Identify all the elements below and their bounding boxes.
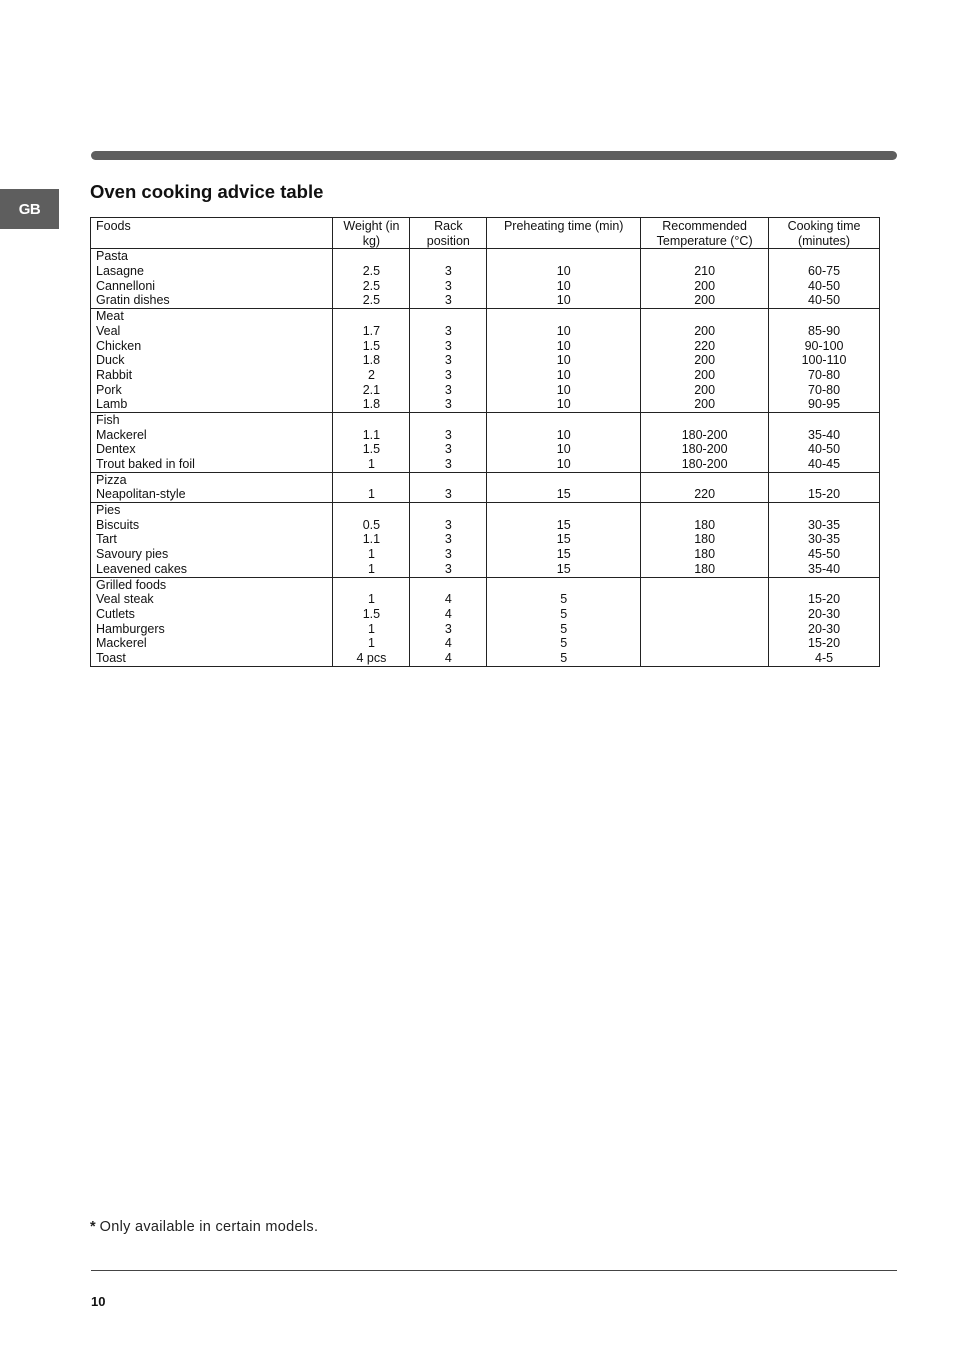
weight-value: 4 pcs [356, 650, 387, 665]
rack-value: 3 [444, 353, 452, 368]
food-name: Lamb [96, 397, 128, 412]
table-body [91, 249, 880, 666]
rack-value: 4 [444, 606, 452, 621]
cooking-value: 35-40 [808, 561, 841, 576]
temp-value: 220 [694, 338, 716, 353]
footer-rule [91, 1270, 897, 1271]
cooking-advice-table [90, 217, 880, 667]
food-name: Lasagne [96, 264, 144, 279]
preheat-value: 15 [556, 532, 571, 547]
weight-value: 1.8 [362, 353, 381, 368]
temp-value [645, 622, 764, 637]
food-name: Gratin dishes [96, 293, 170, 308]
rack-cell [410, 503, 487, 577]
temp-value: 200 [694, 353, 716, 368]
cooking-value: 60-75 [808, 264, 841, 279]
rack-cell [410, 472, 487, 502]
preheat-cell [487, 577, 641, 666]
preheat-value: 10 [556, 427, 571, 442]
weight-value: 2.5 [362, 293, 381, 308]
weight-value: 1 [367, 636, 375, 651]
food-name: Pork [96, 382, 122, 397]
weight-value: 0.5 [362, 517, 381, 532]
cooking-cell [769, 472, 880, 502]
header-weight [333, 218, 410, 249]
preheat-value: 5 [560, 606, 568, 621]
temp-cell [641, 472, 769, 502]
food-name: Veal steak [96, 592, 154, 607]
weight-value: 1 [367, 561, 375, 576]
weight-cell [333, 503, 410, 577]
weight-cell [333, 412, 410, 472]
rack-value: 3 [444, 621, 452, 636]
rack-cell [410, 249, 487, 309]
rack-value: 4 [444, 592, 452, 607]
rack-value: 3 [444, 457, 452, 471]
cooking-value: 20-30 [808, 621, 841, 636]
cooking-value: 30-35 [808, 517, 841, 532]
header-line: Temperature (°C) [656, 233, 753, 248]
header-preheat [487, 218, 641, 249]
rack-value: 4 [444, 650, 452, 665]
food-name: Dentex [96, 442, 136, 457]
temp-cell [641, 503, 769, 577]
preheat-cell [487, 503, 641, 577]
preheat-value: 10 [556, 338, 571, 353]
rack-value: 3 [444, 323, 452, 338]
weight-value: 1.5 [362, 338, 381, 353]
preheat-value: 10 [556, 323, 571, 338]
rack-cell [410, 577, 487, 666]
temp-value [645, 592, 764, 607]
header-rack [410, 218, 487, 249]
preheat-value: 10 [556, 293, 571, 308]
rack-value: 3 [444, 264, 452, 279]
foods-cell [91, 412, 333, 472]
weight-value: 1 [367, 487, 375, 502]
food-name: Rabbit [96, 367, 133, 382]
food-name: Savoury pies [96, 547, 169, 562]
weight-cell [333, 249, 410, 309]
weight-value: 2.5 [362, 264, 381, 279]
header-line: (minutes) [797, 233, 851, 248]
preheat-value: 15 [556, 561, 571, 576]
foods-cell [91, 472, 333, 502]
food-group-name: Fish [96, 412, 120, 427]
temp-cell [641, 309, 769, 413]
temp-value: 180-200 [681, 457, 728, 471]
footnote-marker: * [90, 1219, 96, 1235]
header-rule [91, 151, 897, 160]
header-line: Preheating time (min) [503, 219, 624, 233]
cooking-value: 15-20 [808, 487, 841, 502]
cooking-value: 35-40 [808, 427, 841, 442]
temp-value: 180 [694, 517, 716, 532]
preheat-value: 5 [560, 621, 568, 636]
preheat-cell [487, 309, 641, 413]
weight-value: 2.1 [362, 382, 381, 397]
rack-value: 3 [444, 397, 452, 412]
weight-value: 1.5 [362, 606, 381, 621]
food-name: Toast [96, 650, 126, 665]
table-row [91, 249, 880, 309]
weight-cell [333, 577, 410, 666]
header-line: Weight (in [343, 219, 400, 233]
rack-value: 3 [444, 278, 452, 293]
cooking-value: 15-20 [808, 636, 841, 651]
table-row [91, 577, 880, 666]
temp-value: 200 [694, 293, 716, 308]
table-row [91, 309, 880, 413]
food-group-name: Meat [96, 309, 124, 324]
preheat-value: 15 [556, 517, 571, 532]
foods-cell [91, 249, 333, 309]
temp-value: 180-200 [681, 427, 728, 442]
food-group-name: Pizza [96, 472, 127, 487]
temp-value [645, 636, 764, 651]
rack-value: 3 [444, 487, 452, 502]
cooking-value: 15-20 [808, 592, 841, 607]
rack-value: 3 [444, 382, 452, 397]
temp-cell [641, 412, 769, 472]
temp-cell [641, 577, 769, 666]
weight-value: 1.8 [362, 397, 381, 412]
food-group-name: Pasta [96, 249, 128, 264]
preheat-value: 10 [556, 382, 571, 397]
rack-value: 3 [444, 547, 452, 562]
preheat-value: 10 [556, 442, 571, 457]
preheat-value: 10 [556, 278, 571, 293]
table-row [91, 412, 880, 472]
preheat-value: 15 [556, 547, 571, 562]
temp-value: 180 [694, 561, 716, 576]
header-line: Rack [434, 219, 463, 233]
weight-value: 1 [367, 592, 375, 607]
food-name: Leavened cakes [96, 561, 188, 576]
temp-value: 200 [694, 323, 716, 338]
weight-value: 1.1 [362, 427, 381, 442]
preheat-value: 15 [556, 487, 571, 502]
preheat-value: 5 [560, 636, 568, 651]
preheat-value: 10 [556, 353, 571, 368]
preheat-cell [487, 472, 641, 502]
page-title: Oven cooking advice table [90, 181, 324, 202]
food-name: Neapolitan-style [96, 487, 186, 502]
cooking-cell [769, 503, 880, 577]
preheat-cell [487, 412, 641, 472]
foods-cell [91, 577, 333, 666]
table-header-row [91, 218, 880, 249]
footnote-text: Only available in certain models. [99, 1219, 319, 1235]
cooking-value: 90-95 [808, 397, 841, 412]
food-name: Cutlets [96, 606, 135, 621]
footnote [90, 1219, 318, 1235]
temp-value: 200 [694, 382, 716, 397]
rack-cell [410, 309, 487, 413]
cooking-value: 85-90 [808, 323, 841, 338]
preheat-value: 5 [560, 592, 568, 607]
foods-cell [91, 503, 333, 577]
header-cooking-time [769, 218, 880, 249]
weight-cell [333, 472, 410, 502]
temp-value: 220 [694, 487, 716, 502]
rack-value: 3 [444, 427, 452, 442]
rack-value: 3 [444, 561, 452, 576]
table-row [91, 472, 880, 502]
food-name: Duck [96, 353, 125, 368]
temp-value: 200 [694, 397, 716, 412]
temp-value: 180-200 [681, 442, 728, 457]
rack-value: 3 [444, 293, 452, 308]
cooking-value: 70-80 [808, 367, 841, 382]
cooking-value: 90-100 [804, 338, 844, 353]
temp-value [645, 651, 764, 666]
food-group-name: Grilled foods [96, 577, 167, 592]
header-line: Cooking time [787, 219, 861, 233]
temp-value: 210 [694, 264, 716, 279]
food-name: Mackerel [96, 427, 147, 442]
cooking-cell [769, 412, 880, 472]
header-line: position [426, 233, 470, 248]
preheat-value: 10 [556, 367, 571, 382]
food-name: Cannelloni [96, 278, 156, 293]
weight-cell [333, 309, 410, 413]
weight-value: 1.5 [362, 442, 381, 457]
cooking-cell [769, 309, 880, 413]
rack-cell [410, 412, 487, 472]
header-line: Recommended [662, 219, 747, 233]
cooking-value: 40-45 [808, 457, 841, 471]
food-name: Trout baked in foil [96, 457, 195, 471]
weight-value: 2 [367, 367, 375, 382]
food-group-name: Pies [96, 503, 121, 518]
cooking-value: 40-50 [808, 278, 841, 293]
cooking-value: 40-50 [808, 293, 841, 308]
cooking-cell [769, 249, 880, 309]
header-foods: Foods [91, 218, 333, 249]
rack-value: 3 [444, 532, 452, 547]
rack-value: 3 [444, 338, 452, 353]
food-name: Chicken [96, 338, 142, 353]
language-tab: GB [0, 189, 59, 229]
rack-value: 4 [444, 636, 452, 651]
cooking-value: 4-5 [815, 650, 834, 665]
preheat-value: 10 [556, 264, 571, 279]
temp-cell [641, 249, 769, 309]
cooking-value: 100-110 [801, 353, 847, 368]
food-name: Tart [96, 532, 117, 547]
weight-value: 1 [367, 547, 375, 562]
weight-value: 1.1 [362, 532, 381, 547]
temp-value: 200 [694, 367, 716, 382]
header-line: kg) [362, 233, 381, 248]
rack-value: 3 [444, 367, 452, 382]
table-row [91, 503, 880, 577]
cooking-cell [769, 577, 880, 666]
weight-value: 1.7 [362, 323, 381, 338]
food-name: Veal [96, 323, 121, 338]
preheat-cell [487, 249, 641, 309]
weight-value: 1 [367, 457, 375, 471]
weight-value: 2.5 [362, 278, 381, 293]
page-number: 10 [91, 1294, 106, 1309]
cooking-value: 45-50 [808, 547, 841, 562]
cooking-value: 70-80 [808, 382, 841, 397]
cooking-value: 20-30 [808, 606, 841, 621]
cooking-value: 40-50 [808, 442, 841, 457]
food-name: Biscuits [96, 517, 140, 532]
temp-value: 180 [694, 532, 716, 547]
preheat-value: 5 [560, 650, 568, 665]
temp-value: 200 [694, 278, 716, 293]
header-temperature [641, 218, 769, 249]
food-name: Mackerel [96, 636, 147, 651]
preheat-value: 10 [556, 397, 571, 412]
temp-value: 180 [694, 547, 716, 562]
preheat-value: 10 [556, 457, 571, 471]
cooking-value: 30-35 [808, 532, 841, 547]
food-name: Hamburgers [96, 621, 165, 636]
rack-value: 3 [444, 517, 452, 532]
rack-value: 3 [444, 442, 452, 457]
temp-value [645, 607, 764, 622]
weight-value: 1 [367, 621, 375, 636]
foods-cell [91, 309, 333, 413]
